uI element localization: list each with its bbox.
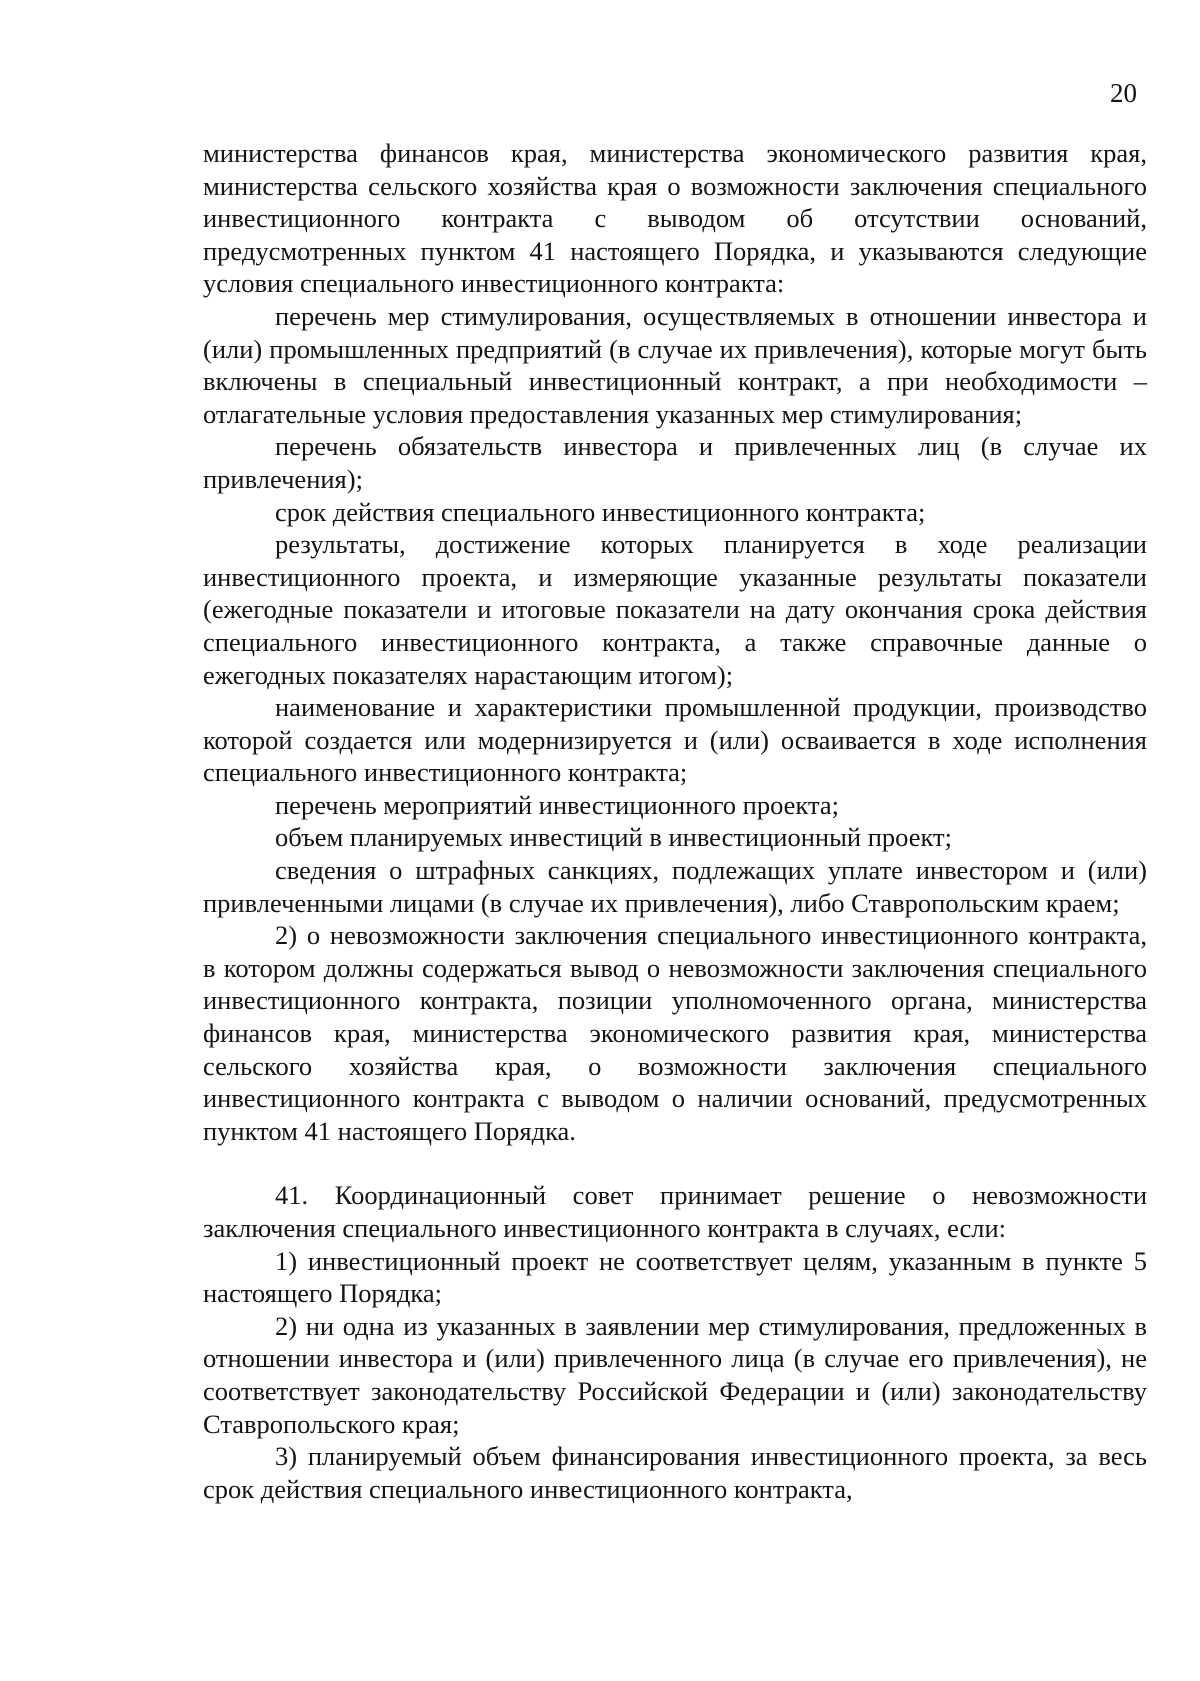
paragraph-contract-term: срок действия специального инвестиционного контракта; xyxy=(275,496,926,527)
paragraph-item-1: 1) инвестиционный проект не соответствует целям, указанным в пункте 5 настоящего Порядка; xyxy=(203,1245,1147,1309)
page-number: 20 xyxy=(1110,78,1137,108)
document-body xyxy=(203,137,1147,1505)
paragraph-item-3: 3) планируемый объем финансирования инвестиционного проекта, за весь срок действия специального инвестиционного контракта, xyxy=(203,1441,1147,1504)
paragraph-penalties: сведения о штрафных санкциях, подлежащих уплате инвестором и (или) привлеченными лицами (в случае их привлечения), либо Ставропольским краем; xyxy=(203,855,1147,918)
paragraph-investor-obligations: перечень обязательств инвестора и привлеченных лиц (в случае их привлечения); xyxy=(203,431,1147,494)
paragraph-results-indicators: результаты, достижение которых планируется в ходе реализации инвестиционного проекта, и измеряющие указанные результаты показатели (ежегодные показатели и итоговые показатели на дату окончания срока действия специального инвестиционного контракта, а также справочные данные о ежегодных показателях нарастающим итогом); xyxy=(203,529,1147,690)
paragraph-continuation: министерства финансов края, министерства экономического развития края, министерства сельского хозяйства края о возможности заключения специального инвестиционного контракта с выводом об отсутствии оснований, предусмотренных пунктом 41 настоящего Порядка, и указываются следующие условия специального инвестиционного контракта: xyxy=(203,138,1147,299)
paragraph-item-2: 2) ни одна из указанных в заявлении мер стимулирования, предложенных в отношении инвестора и (или) привлеченного лица (в случае его привлечения), не соответствует законодательству Российской Федерации и (или) законодательству Ставропольского края; xyxy=(203,1310,1147,1439)
paragraph-project-activities: перечень мероприятий инвестиционного проекта; xyxy=(275,789,839,820)
paragraph-incentive-measures: перечень мер стимулирования, осуществляемых в отношении инвестора и (или) промышленных предприятий (в случае их привлечения), которые могут быть включены в специальный инвестиционный контракт, а при необходимости – отлагательные условия предоставления указанных мер стимулирования; xyxy=(203,300,1147,429)
paragraph-impossibility-conclusion: 2) о невозможности заключения специального инвестиционного контракта, в котором должны содержаться вывод о невозможности заключения специального инвестиционного контракта, позиции уполномоченного органа, министерства финансов края, министерства экономического развития края, министерства сельского хозяйства края, о возможности заключения специального инвестиционного контракта с выводом о наличии оснований, предусмотренных пунктом 41 настоящего Порядка. xyxy=(203,920,1147,1146)
paragraph-investment-volume: объем планируемых инвестиций в инвестиционный проект; xyxy=(275,822,952,853)
paragraph-product-characteristics: наименование и характеристики промышленной продукции, производство которой создается или модернизируется и (или) осваивается в ходе исполнения специального инвестиционного контракта; xyxy=(203,692,1147,788)
paragraph-section-41: 41. Координационный совет принимает решение о невозможности заключения специального инвестиционного контракта в случаях, если: xyxy=(203,1180,1147,1243)
